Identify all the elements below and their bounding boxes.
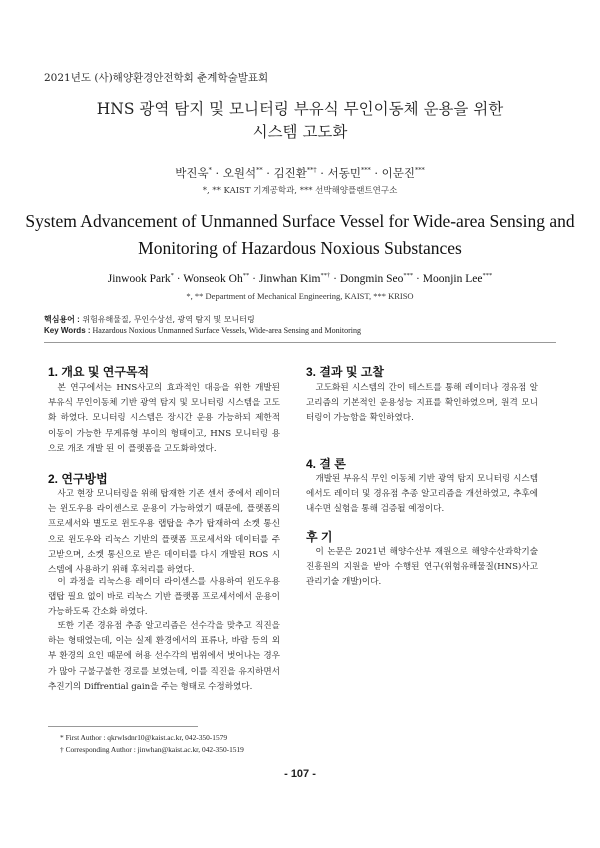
author-mark: *** (360, 166, 371, 175)
paragraph-method-3: 또한 기존 경유점 추종 알고리즘은 선수각을 맞추고 직진을 하는 형태였는데, 이는 실제 환경에서의 표류나, 바람 등의 외부 환경의 요인 때문에 허용 선수각의 범위에서 벗어나는 경우가 많아 구불구불한 경로를 보였는데, 이를 직진을 유지하면서 추진기의 Diffrential gain을 주는 형태로 수정하였다. (48, 621, 280, 692)
author-ko: 오원석 (222, 166, 257, 180)
footnote-corresponding-author (60, 745, 244, 754)
authors-korean: 박진욱* · 오원석** · 김진환**† · 서동민*** · 이문진*** (175, 166, 425, 180)
section-heading-overview: 1. 개요 및 연구목적 (48, 365, 150, 379)
author-mark: * (208, 166, 212, 175)
keywords-english-label: Key Words : (44, 326, 91, 335)
author-ko: 이문진 (381, 166, 415, 180)
paragraph-overview: 본 연구에서는 HNS사고의 효과적인 대응을 위한 개발된 부유식 무인이동체 기반 광역 탐지 및 모니터링 시스템을 고도화 하였다. 모니터링 시스템은 장시간 운용 가능하되 제한적 이동이 가능한 무게류형 부이의 형태이고, HNS 모니터링 용으로 개조 개발 된 이 플랫폼을 고도화하였다. (48, 383, 280, 454)
keywords-english (44, 326, 564, 335)
footnote-text: First Author : qkrwlsdnr10@kaist.ac.kr, 042-350-1579 (65, 733, 228, 742)
keywords-korean (44, 314, 564, 325)
section-heading-method: 2. 연구방법 (48, 472, 108, 486)
header-divider (44, 342, 556, 343)
section-heading-conclusion: 4. 결 론 (306, 457, 346, 471)
keywords-english-text: Hazardous Noxious Unmanned Surface Vessels, Wide-area Sensing and Monitoring (92, 326, 361, 335)
affiliation-english: *, ** Department of Mechanical Engineering, KAIST, *** KRISO (186, 291, 414, 301)
keywords-korean-label: 핵심용어 : (44, 315, 80, 324)
author-en: Wonseok Oh (183, 272, 243, 285)
author-en: Jinwhan Kim (258, 272, 321, 285)
author-ko: 박진욱 (175, 166, 209, 180)
footnote-divider (48, 726, 198, 727)
title-english (20, 208, 580, 262)
page-number: - 107 - (284, 768, 316, 780)
section-heading-results: 3. 결과 및 고찰 (306, 365, 384, 379)
conference-header: 2021년도 (사)해양환경안전학회 춘계학술발표회 (44, 72, 269, 84)
paragraph-acknowledgment: 이 논문은 2021년 해양수산부 재원으로 해양수산과학기술진흥원의 지원을 받아 수행된 연구(위험유해물질(HNS)사고 관리기술 개발)이다. (306, 547, 538, 588)
author-mark: **† (320, 272, 331, 279)
author-mark: *** (482, 272, 493, 279)
author-mark: ** (256, 166, 263, 175)
footnote-first-author (60, 733, 227, 742)
paragraph-conclusion: 개발된 부유식 무인 이동체 기반 광역 탐지 모니터링 시스템에서도 레이더 및 경유점 추종 알고리즘을 개선하였고, 추후에 내수면 실험을 통해 검증될 예정이다. (306, 474, 538, 515)
author-mark: ** (242, 272, 250, 279)
title-korean (60, 98, 540, 144)
paragraph-method-1: 사고 현장 모니터링을 위해 탑재한 기존 센서 중에서 레이더는 윈도우용 라이센스로 운용이 가능하였기 때문에, 플랫폼의 프로세서와 별도로 윈도우용 랩탑을 추가 탑재하여 소켓 통신으로 윈도우와 리눅스 기반의 플랫폼 프로세서와 데이터를 주고받으며, 소켓 통신으로 받은 데이터를 다시 개발된 ROS 시스템에 사용하기 위해 후처리를 하였다. (48, 489, 280, 576)
footnote-mark: † (60, 745, 64, 754)
title-english-line1: System Advancement of Unmanned Surface Vessel for Wide-area Sensing and (25, 211, 575, 231)
author-mark: * (170, 272, 174, 279)
section-heading-acknowledgment: 후 기 (306, 530, 333, 544)
author-en: Moonjin Lee (422, 272, 483, 285)
footnote-text: Corresponding Author : jinwhan@kaist.ac.kr, 042-350-1519 (65, 745, 244, 754)
author-mark: **† (306, 166, 317, 175)
footnote-mark: * (60, 733, 64, 742)
title-korean-line2: 시스템 고도화 (252, 123, 348, 141)
author-mark: *** (415, 166, 425, 175)
author-ko: 김진환 (273, 166, 307, 180)
paragraph-method-2: 이 과정을 리눅스용 레이더 라이센스를 사용하여 윈도우용 랩탑 필요 없이 바로 리눅스 기반 플랫폼 프로세서에서 운용이 가능하도록 간소화 하였다. (48, 577, 280, 618)
keywords-korean-text: 위험유해물질, 무인수상선, 광역 탐지 및 모니터링 (82, 315, 255, 324)
affiliation-korean: *, ** KAIST 기계공학과, *** 선박해양플랜트연구소 (202, 186, 398, 196)
title-korean-line1: HNS 광역 탐지 및 모니터링 부유식 무인이동체 운용을 위한 (96, 100, 504, 118)
paragraph-results: 고도화된 시스템의 간이 테스트를 통해 레이더나 경유점 알고리즘의 기본적인 운용성능 지표를 확인하였으며, 원격 모니터링이 가능함을 확인하였다. (306, 383, 538, 424)
author-en: Dongmin Seo (339, 272, 404, 285)
author-ko: 서동민 (327, 166, 361, 180)
author-en: Jinwook Park (107, 272, 171, 285)
title-english-line2: Monitoring of Hazardous Noxious Substances (138, 238, 462, 258)
author-mark: *** (403, 272, 414, 279)
authors-english: Jinwook Park* · Wonseok Oh** · Jinwhan Kim**† · Dongmin Seo*** · Moonjin Lee*** (107, 272, 493, 285)
